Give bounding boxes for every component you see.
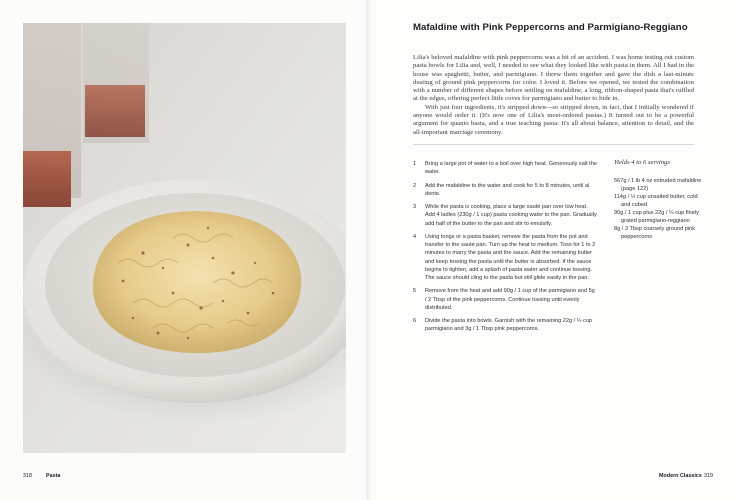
step-text: Divide the pasta into bowls. Garnish with the remaining 22g / ¼ cup parmigiano and 3g / 1 Tbsp pink peppercorns. xyxy=(425,318,592,333)
step-text: Add the mafaldine to the water and cook for 5 to 8 minutes, until al dente. xyxy=(425,182,590,197)
left-page-number: 318 xyxy=(23,473,32,479)
yields-heading: Yields 4 to 6 servings xyxy=(614,159,670,166)
book-gutter xyxy=(366,0,372,500)
ingredient-list xyxy=(614,177,704,241)
recipe-steps xyxy=(413,160,597,339)
recipe-step xyxy=(413,287,597,312)
step-text: Using tongs or a pasta basket, remove the pasta from the pot and transfer to the sauté pan. Turn up the heat to medium. Toss for 1 to 2 minutes to marry the pasta and the sauce. Add the remaining butter and keep tossing the pasta until the butter is absorbed. If the sauce begins to tighten, add a splash of pasta water and continue tossing. The sauce should cling to the pasta but still glide easily in the pan. xyxy=(425,233,596,281)
recipe-step xyxy=(413,233,597,282)
step-number: 2 xyxy=(413,182,417,189)
recipe-intro xyxy=(413,54,694,137)
right-page-number: 319 xyxy=(704,473,713,479)
right-running-head: Modern Classics xyxy=(659,473,702,479)
step-text: Remove from the heat and add 90g / 1 cup of the parmigiano and 5g / 2 Tbsp of the pink peppercorns. Continue tossing until evenly distributed. xyxy=(425,288,595,311)
pasta-bowl-illustration xyxy=(23,23,346,453)
recipe-step xyxy=(413,203,597,228)
left-running-head: Pasta xyxy=(46,473,61,479)
ingredient-item: 8g / 3 Tbsp coarsely ground pink peppercorns xyxy=(614,226,696,240)
step-number: 3 xyxy=(413,204,417,211)
recipe-title: Mafaldine with Pink Peppercorns and Parmigiano-Reggiano xyxy=(413,22,688,33)
recipe-step xyxy=(413,317,597,333)
intro-paragraph: Lilia's beloved mafaldine with pink peppercorns was a bit of an accident. I was home testing out custom pasta bowls for Lilia and, well, I needed to see what they looked like with pasta in them. All I had in the house was spaghetti, butter, and parmigiano. I threw them together and gave the dish a last-minute dusting of ground pink peppercorns for color. I loved it. Before we opened, we tested the combination with a number of different shapes before settling on mafaldine, a long, ribbon-shaped pasta that's ruffled at the edges, offering perfect little coves for parmigiano and butter to hide in. xyxy=(413,54,694,103)
step-number: 4 xyxy=(413,233,417,240)
ingredient-item: 90g / 1 cup plus 22g / ¼ cup finely grated parmigiano-reggiano xyxy=(614,210,699,224)
step-text: Bring a large pot of water to a boil over high heat. Generously salt the water. xyxy=(425,161,597,176)
section-divider xyxy=(413,144,694,145)
ingredient-item: 114g / ½ cup unsalted butter, cold and cubed xyxy=(614,194,698,208)
recipe-step xyxy=(413,160,597,176)
step-text: While the pasta is cooking, place a large sauté pan over low heat. Add 4 ladles (230g / 1 cup) pasta cooking water to the pan. Gradually add half of the butter to the pan and stir to emulsify. xyxy=(425,204,597,227)
ingredient-item: 567g / 1 lb 4 oz extruded mafaldine (page 122) xyxy=(614,178,702,192)
pasta-photo xyxy=(23,23,346,453)
step-number: 1 xyxy=(413,161,417,167)
intro-paragraph: With just four ingredients, it's stripped down—so stripped down, in fact, that I initially wondered if anyone would order it. (It's now one of Lilia's most-ordered pastas.) It turned out to be a powerful argument for quanto basta, and a true teaching pasta: It's all about balance, attention to detail, and the all-important marriage ceremony. xyxy=(413,103,694,136)
step-number: 5 xyxy=(413,288,417,295)
step-number: 6 xyxy=(413,318,417,325)
recipe-step xyxy=(413,182,597,198)
